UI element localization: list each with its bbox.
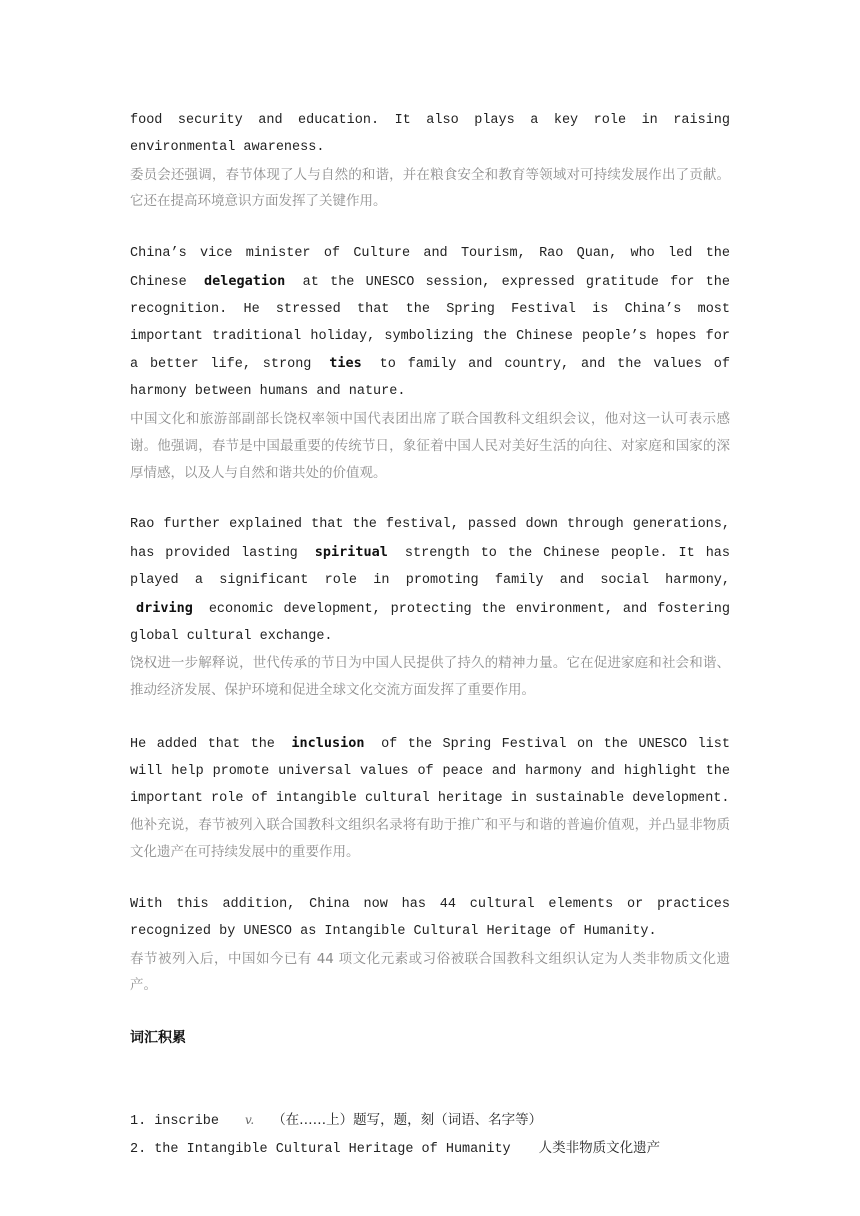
paragraph-3-english bbox=[130, 512, 730, 650]
paragraph-4-text-a: He added that the bbox=[130, 736, 275, 752]
paragraph-4 bbox=[130, 730, 730, 866]
highlight-word-inclusion: inclusion bbox=[291, 734, 365, 751]
paragraph-2 bbox=[130, 241, 730, 486]
vocab-title: 词汇积累 bbox=[130, 1030, 186, 1047]
paragraph-1 bbox=[130, 108, 730, 215]
vocab-item-2-term: the Intangible Cultural Heritage of Humanity bbox=[154, 1142, 511, 1158]
paragraph-2-chinese: 中国文化和旅游部副部长饶权率领中国代表团出席了联合国教科文组织会议，他对这一认可表示感谢。他强调，春节是中国最重要的传统节日，象征着中国人民对美好生活的向往、对家庭和国家的深厚情感，以及人与自然和谐共处的价值观。 bbox=[130, 410, 730, 481]
paragraph-2-text-c: to family and country, and the values of harmony between humans and nature. bbox=[130, 357, 730, 400]
vocab-item-2 bbox=[130, 1135, 730, 1163]
paragraph-3-text-c: economic development, protecting the environment, and fostering global cultural exchange. bbox=[130, 601, 730, 644]
paragraph-5-text: With this addition, China now has 44 cultural elements or practices recognized by UNESCO as Intangible Cultural Heritage of Humanity. bbox=[130, 896, 730, 939]
paragraph-5-chinese: 春节被列入后，中国如今已有 44 项文化元素或习俗被联合国教科文组织认定为人类非物质文化遗产。 bbox=[130, 950, 730, 994]
paragraph-1-text: food security and education. It also plays a key role in raising environmental awareness. bbox=[130, 113, 730, 155]
paragraph-2-text-a: China’s vice minister of Culture and Tourism, Rao Quan, who led the Chinese bbox=[130, 246, 730, 290]
vocab-item-1-pos: v. bbox=[245, 1113, 255, 1128]
paragraph-5-english bbox=[130, 892, 730, 946]
paragraph-4-english bbox=[130, 730, 730, 812]
paragraph-3 bbox=[130, 512, 730, 704]
document-page bbox=[130, 108, 730, 1163]
paragraph-3-chinese: 饶权进一步解释说，世代传承的节日为中国人民提供了持久的精神力量。它在促进家庭和社会和谐、推动经济发展、保护环境和促进全球文化交流方面发挥了重要作用。 bbox=[130, 655, 730, 699]
paragraph-1-chinese: 委员会还强调，春节体现了人与自然的和谐，并在粮食安全和教育等领域对可持续发展作出了贡献。它还在提高环境意识方面发挥了关键作用。 bbox=[130, 166, 730, 210]
vocab-item-1 bbox=[130, 1107, 730, 1135]
paragraph-1-english bbox=[130, 108, 730, 162]
vocab-item-2-definition: 人类非物质文化遗产 bbox=[538, 1140, 661, 1157]
highlight-word-ties: ties bbox=[329, 355, 362, 372]
highlight-word-delegation: delegation bbox=[204, 272, 286, 289]
paragraph-4-chinese: 他补充说，春节被列入联合国教科文组织名录将有助于推广和平与和谐的普遍价值观，并凸显非物质文化遗产在可持续发展中的重要作用。 bbox=[130, 817, 730, 861]
paragraph-2-text-b: at the UNESCO session, expressed gratitude for the recognition. He stressed that the Spring Festival is China’s most important traditional holiday, symbolizing the Chinese people’s hopes for a better life, strong bbox=[130, 274, 730, 373]
vocab-item-1-term: inscribe bbox=[154, 1114, 220, 1130]
paragraph-3-text-b: strength to the Chinese people. It has played a significant role in promoting family and social harmony, bbox=[130, 546, 730, 588]
paragraph-5 bbox=[130, 892, 730, 999]
vocab-section bbox=[130, 1025, 730, 1163]
highlight-word-spiritual: spiritual bbox=[314, 544, 388, 561]
vocab-list bbox=[130, 1107, 730, 1163]
paragraph-4-text-b: of the Spring Festival on the UNESCO list will help promote universal values of peace and harmony and highlight the important role of intangible cultural heritage in sustainable development. bbox=[130, 736, 730, 806]
vocab-item-1-definition: （在……上）题写，题，刻（词语、名字等） bbox=[272, 1112, 543, 1129]
paragraph-2-english bbox=[130, 241, 730, 406]
paragraph-3-text-a: Rao further explained that the festival, passed down through generations, has provided lasting bbox=[130, 517, 730, 562]
highlight-word-driving: driving bbox=[136, 599, 193, 616]
vocab-item-2-number: 2. bbox=[130, 1142, 147, 1158]
vocab-item-1-number: 1. bbox=[130, 1114, 147, 1130]
